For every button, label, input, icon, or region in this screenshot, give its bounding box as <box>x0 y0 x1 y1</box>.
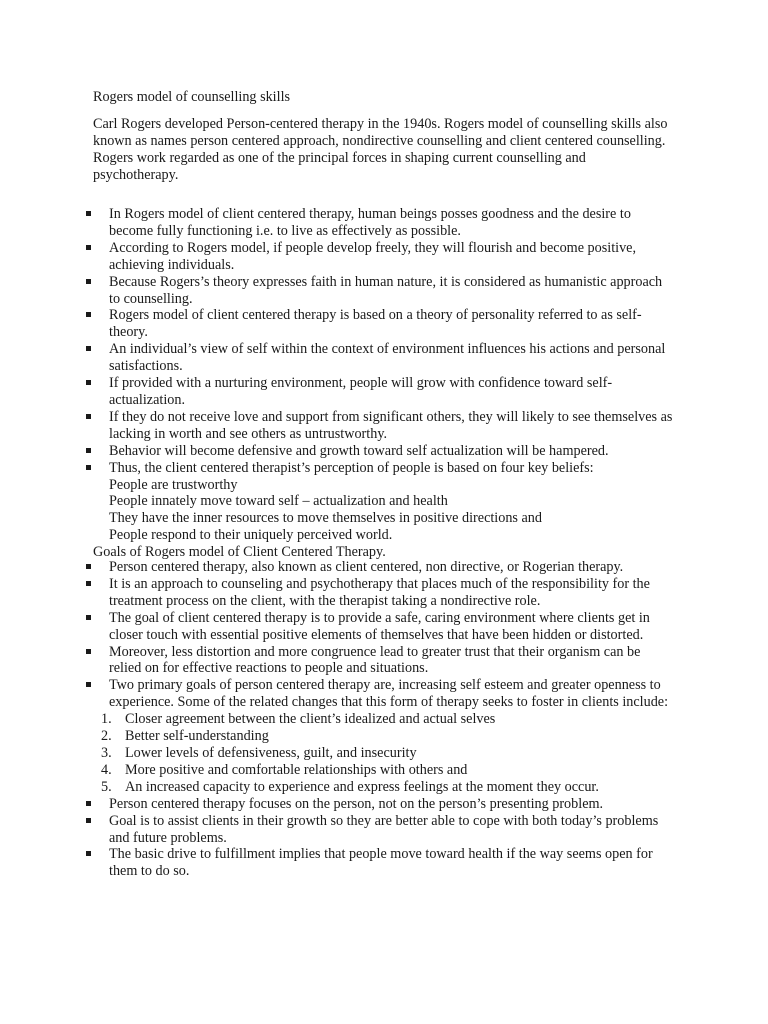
list-item-text: Rogers model of client centered therapy is based on a theory of personality referred to as self-theory. <box>109 307 642 341</box>
list-item <box>0 375 675 409</box>
list-item <box>0 206 675 240</box>
list-item <box>0 443 675 460</box>
list-item <box>0 677 675 711</box>
square-bullet-icon <box>86 279 91 284</box>
item-number: 3. <box>101 744 112 761</box>
list-item-text: Moreover, less distortion and more congruence lead to greater trust that their organism can be relied on for effective reactions to people and situations. <box>109 643 641 677</box>
intro-paragraph: Carl Rogers developed Person-centered therapy in the 1940s. Rogers model of counselling skills also known as names person centered approach, nondirective counselling and client centered counselling. Rogers work regarded as one of the principal forces in shaping current counselling and psychotherapy. <box>93 116 668 183</box>
square-bullet-icon <box>86 801 91 806</box>
goals-heading: Goals of Rogers model of Client Centered Therapy. <box>93 544 386 561</box>
list-item <box>0 307 675 341</box>
item-number: 4. <box>101 761 112 778</box>
list-item <box>0 576 675 610</box>
numbered-item <box>0 711 685 728</box>
numbered-item <box>0 779 685 796</box>
item-number: 2. <box>101 728 112 745</box>
list-item-text: If provided with a nurturing environment, people will grow with confidence toward self-actualization. <box>109 375 613 408</box>
item-number: 1. <box>101 711 112 728</box>
numbered-item <box>0 762 685 779</box>
document-title: Rogers model of counselling skills <box>93 89 291 105</box>
belief-line: They have the inner resources to move themselves in positive directions and <box>109 510 542 527</box>
list-item-text: Person centered therapy, also known as client centered, non directive, or Rogerian therapy. <box>109 559 624 575</box>
belief-line: People respond to their uniquely perceived world. <box>109 527 393 544</box>
list-item-text: Thus, the client centered therapist’s perception of people is based on four key beliefs: <box>109 459 594 476</box>
square-bullet-icon <box>86 414 91 419</box>
numbered-item-text: Better self-understanding <box>125 728 269 745</box>
square-bullet-icon <box>86 818 91 823</box>
changes-numbered-list <box>0 711 685 796</box>
square-bullet-icon <box>86 448 91 453</box>
list-item-text: It is an approach to counseling and psychotherapy that places much of the responsibility for the treatment process on the client, with the therapist taking a nondirective role. <box>109 575 650 609</box>
changes-numbered-list-wrapper <box>0 711 685 796</box>
square-bullet-icon <box>86 649 91 654</box>
list-item-text: In Rogers model of client centered therapy, human beings posses goodness and the desire to become fully functioning i.e. to live as effectively as possible. <box>109 206 631 239</box>
square-bullet-icon <box>86 615 91 620</box>
list-item-text: Person centered therapy focuses on the person, not on the person’s presenting problem. <box>109 795 604 812</box>
list-item <box>0 644 675 678</box>
numbered-item-text: Closer agreement between the client’s idealized and actual selves <box>125 711 496 728</box>
list-item-text: Behavior will become defensive and growth toward self actualization will be hampered. <box>109 442 609 459</box>
numbered-item-text: More positive and comfortable relationships with others and <box>125 761 468 778</box>
list-item <box>0 813 675 847</box>
list-item <box>0 846 675 880</box>
goals-bullet-list <box>0 559 685 880</box>
numbered-item-text: Lower levels of defensiveness, guilt, and insecurity <box>125 744 417 761</box>
list-item <box>0 409 675 443</box>
list-item <box>0 559 675 576</box>
square-bullet-icon <box>86 581 91 586</box>
list-item-text: If they do not receive love and support from significant others, they will likely to see themselves as lacking in worth and see others as untrustworthy. <box>109 408 673 442</box>
list-item-text: Because Rogers’s theory expresses faith in human nature, it is considered as humanistic approach to counselling. <box>109 273 663 307</box>
square-bullet-icon <box>86 346 91 351</box>
list-item-text: The goal of client centered therapy is to provide a safe, caring environment where clients get in closer touch with essential positive elements of themselves that have been hidden or distorted. <box>109 609 650 643</box>
list-item-text: An individual’s view of self within the context of environment influences his actions and personal satisfactions. <box>109 341 666 375</box>
square-bullet-icon <box>86 380 91 385</box>
square-bullet-icon <box>86 245 91 250</box>
square-bullet-icon <box>86 564 91 569</box>
list-item-text: Two primary goals of person centered therapy are, increasing self esteem and greater openness to experience. Some of the related changes that this form of therapy seeks to foster in clients include: <box>109 677 669 711</box>
list-item <box>0 341 675 375</box>
list-item <box>0 610 675 644</box>
list-item-text: The basic drive to fulfillment implies that people move toward health if the way seems open for them to do so. <box>109 846 653 880</box>
list-item <box>0 274 675 308</box>
belief-line: People innately move toward self – actualization and health <box>109 493 448 510</box>
list-item-text: According to Rogers model, if people develop freely, they will flourish and become positive, achieving individuals. <box>109 239 637 273</box>
square-bullet-icon <box>86 211 91 216</box>
numbered-item <box>0 728 685 745</box>
belief-line: People are trustworthy <box>109 476 238 493</box>
square-bullet-icon <box>86 465 91 470</box>
numbered-item <box>0 745 685 762</box>
list-item <box>0 460 675 477</box>
list-item-text: Goal is to assist clients in their growth so they are better able to cope with both today’s problems and future problems. <box>109 812 659 846</box>
square-bullet-icon <box>86 851 91 856</box>
square-bullet-icon <box>86 682 91 687</box>
item-number: 5. <box>101 778 112 795</box>
list-item <box>0 240 675 274</box>
square-bullet-icon <box>86 312 91 317</box>
list-item <box>0 796 675 813</box>
numbered-item-text: An increased capacity to experience and express feelings at the moment they occur. <box>125 778 599 795</box>
beliefs-bullet-list <box>0 206 693 561</box>
